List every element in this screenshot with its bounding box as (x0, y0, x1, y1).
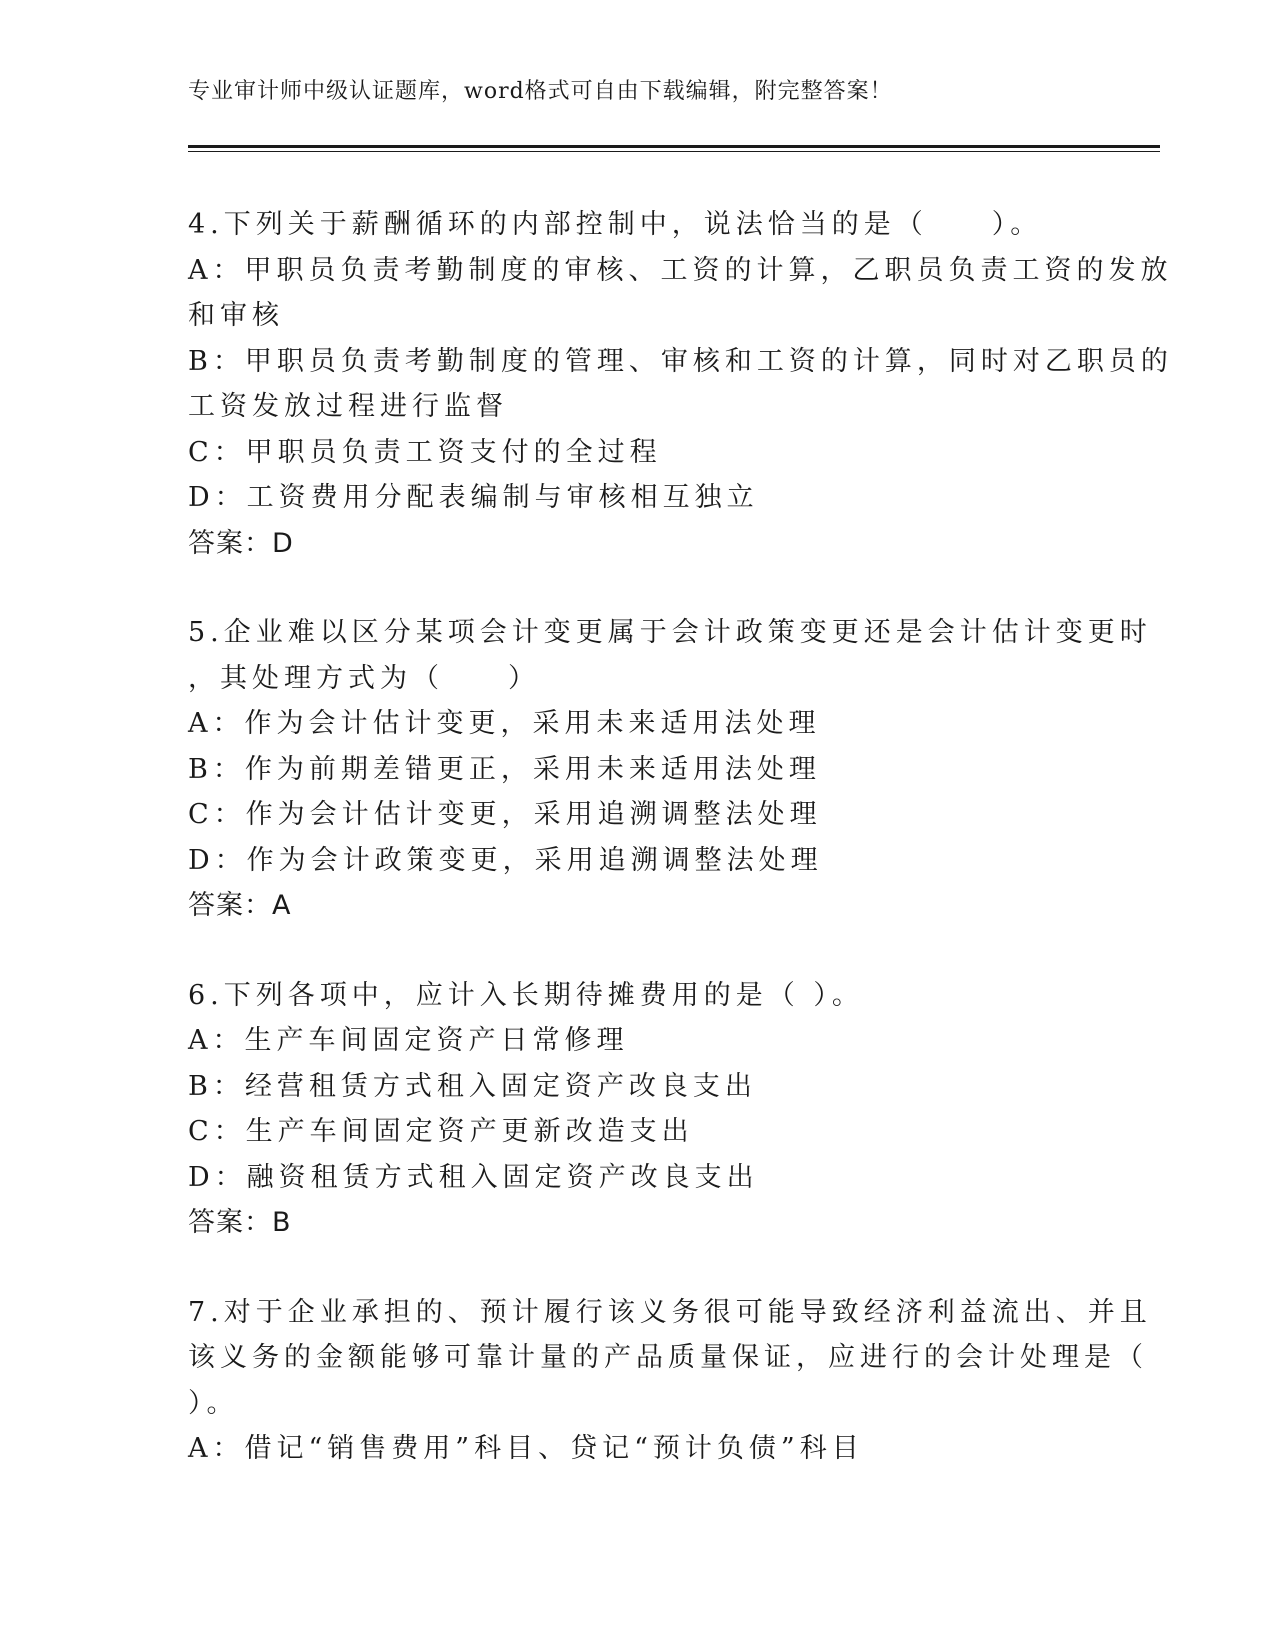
option-text: 和审核 (188, 300, 284, 331)
option-a (188, 248, 1173, 339)
question-4 (188, 202, 1173, 566)
answer-label: 答案：D (188, 527, 294, 559)
question-stem: 5.企业难以区分某项会计变更属于会计政策变更还是会计估计变更时 (188, 617, 1152, 648)
option-b: B：作为前期差错更正，采用未来适用法处理 (188, 753, 821, 785)
option-text: A：甲职员负责考勤制度的审核、工资的计算，乙职员负责工资的发放 (188, 254, 1173, 286)
answer-label: 答案：B (188, 1207, 292, 1238)
option-a: A：借记“销售费用”科目、贷记“预计负债”科目 (188, 1433, 864, 1464)
option-a: A：作为会计估计变更，采用未来适用法处理 (188, 708, 821, 739)
option-b: B：经营租赁方式租入固定资产改良支出 (188, 1070, 757, 1102)
option-c: C：甲职员负责工资支付的全过程 (188, 436, 662, 468)
option-c: C：作为会计估计变更，采用追溯调整法处理 (188, 799, 822, 830)
question-5 (188, 610, 1152, 929)
question-stem: ）。 (188, 1387, 239, 1419)
option-d: D：作为会计政策变更，采用追溯调整法处理 (188, 844, 823, 876)
question-stem: 该义务的金额能够可靠计量的产品质量保证，应进行的会计处理是（ (188, 1342, 1148, 1373)
answer-label: 答案：A (188, 890, 292, 921)
question-list (188, 202, 1173, 1472)
option-d: D：工资费用分配表编制与审核相互独立 (188, 482, 759, 513)
question-stem: ，其处理方式为（ ） (188, 662, 540, 694)
option-text: 工资发放过程进行监督 (188, 391, 508, 422)
question-stem: 6.下列各项中，应计入长期待摊费用的是（ ）。 (188, 979, 864, 1011)
option-c: C：生产车间固定资产更新改造支出 (188, 1116, 694, 1147)
question-6 (188, 973, 1088, 1246)
header-divider-thick (188, 145, 1160, 148)
page-header: 专业审计师中级认证题库，word格式可自由下载编辑，附完整答案！ (188, 79, 893, 104)
question-7 (188, 1290, 1152, 1472)
option-d: D：融资租赁方式租入固定资产改良支出 (188, 1161, 759, 1193)
question-stem: 7.对于企业承担的、预计履行该义务很可能导致经济利益流出、并且 (188, 1296, 1152, 1328)
option-b (188, 339, 1173, 430)
question-stem: 4.下列关于薪酬循环的内部控制中，说法恰当的是（ ）。 (188, 209, 1043, 240)
option-a: A：生产车间固定资产日常修理 (188, 1025, 629, 1056)
header-divider-thin (188, 151, 1160, 152)
option-text: B：甲职员负责考勤制度的管理、审核和工资的计算，同时对乙职员的 (188, 345, 1173, 377)
